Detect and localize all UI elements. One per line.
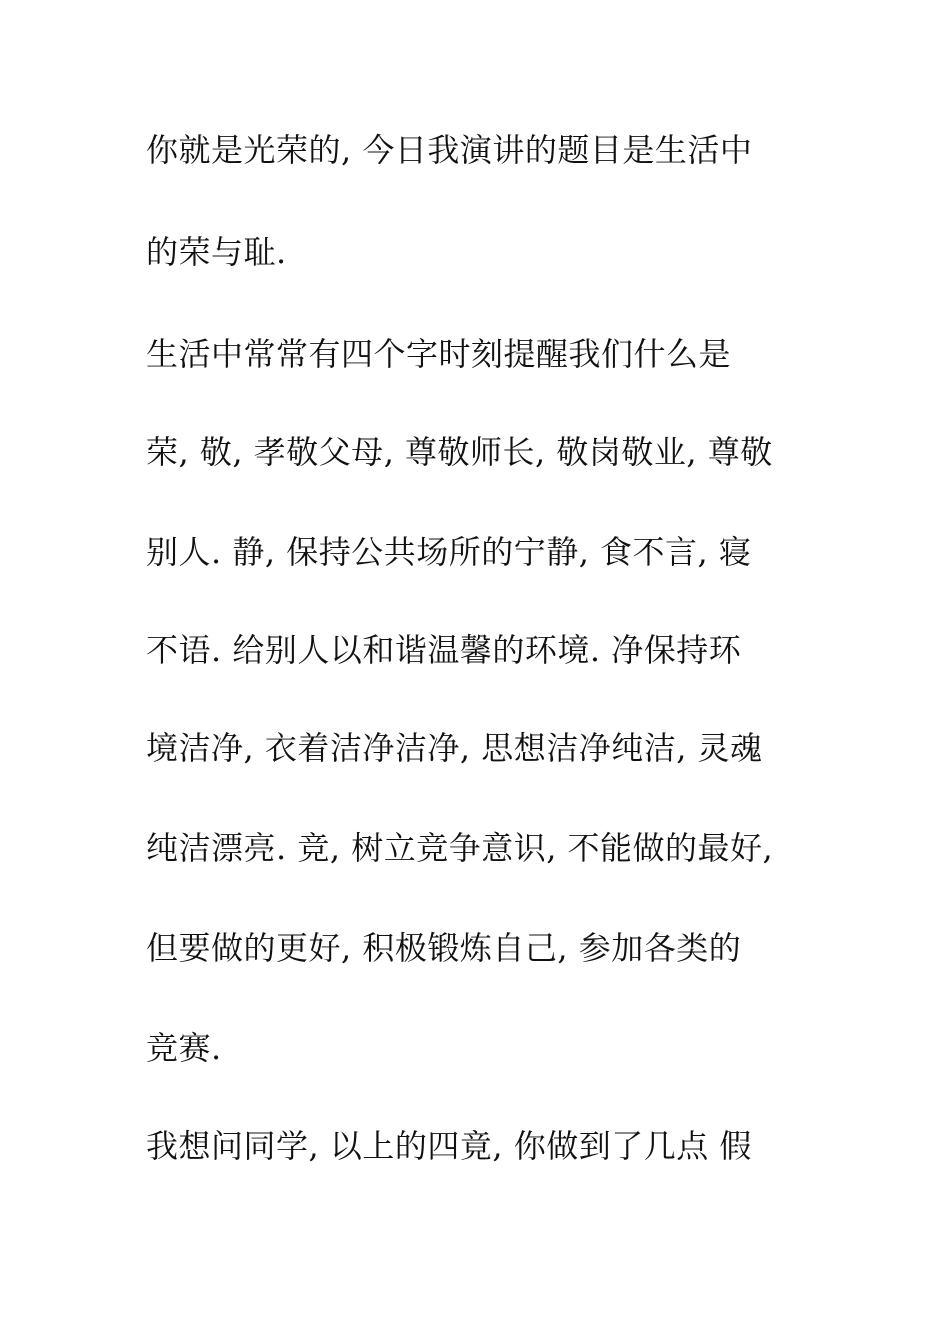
paragraph-line-5: 别人. 静, 保持公共场所的宁静, 食不言, 寝 [146, 533, 752, 571]
paragraph-line-8: 纯洁漂亮. 竞, 树立竞争意识, 不能做的最好, [146, 829, 774, 867]
paragraph-line-10: 竞赛. [146, 1029, 222, 1067]
paragraph-line-9: 但要做的更好, 积极锻炼自己, 参加各类的 [146, 929, 742, 967]
paragraph-line-6: 不语. 给别人以和谐温馨的环境. 净保持环 [146, 631, 742, 669]
paragraph-line-2: 的荣与耻. [146, 233, 287, 271]
paragraph-line-7: 境洁净, 衣着洁净洁净, 思想洁净纯洁, 灵魂 [146, 729, 763, 767]
paragraph-line-1: 你就是光荣的, 今日我演讲的题目是生活中 [146, 131, 753, 169]
paragraph-line-3: 生活中常常有四个字时刻提醒我们什么是 [146, 335, 732, 373]
paragraph-line-4: 荣, 敬, 孝敬父母, 尊敬师长, 敬岗敬业, 尊敬 [146, 433, 773, 471]
paragraph-line-11: 我想问同学, 以上的四竟, 你做到了几点 假 [146, 1127, 752, 1165]
